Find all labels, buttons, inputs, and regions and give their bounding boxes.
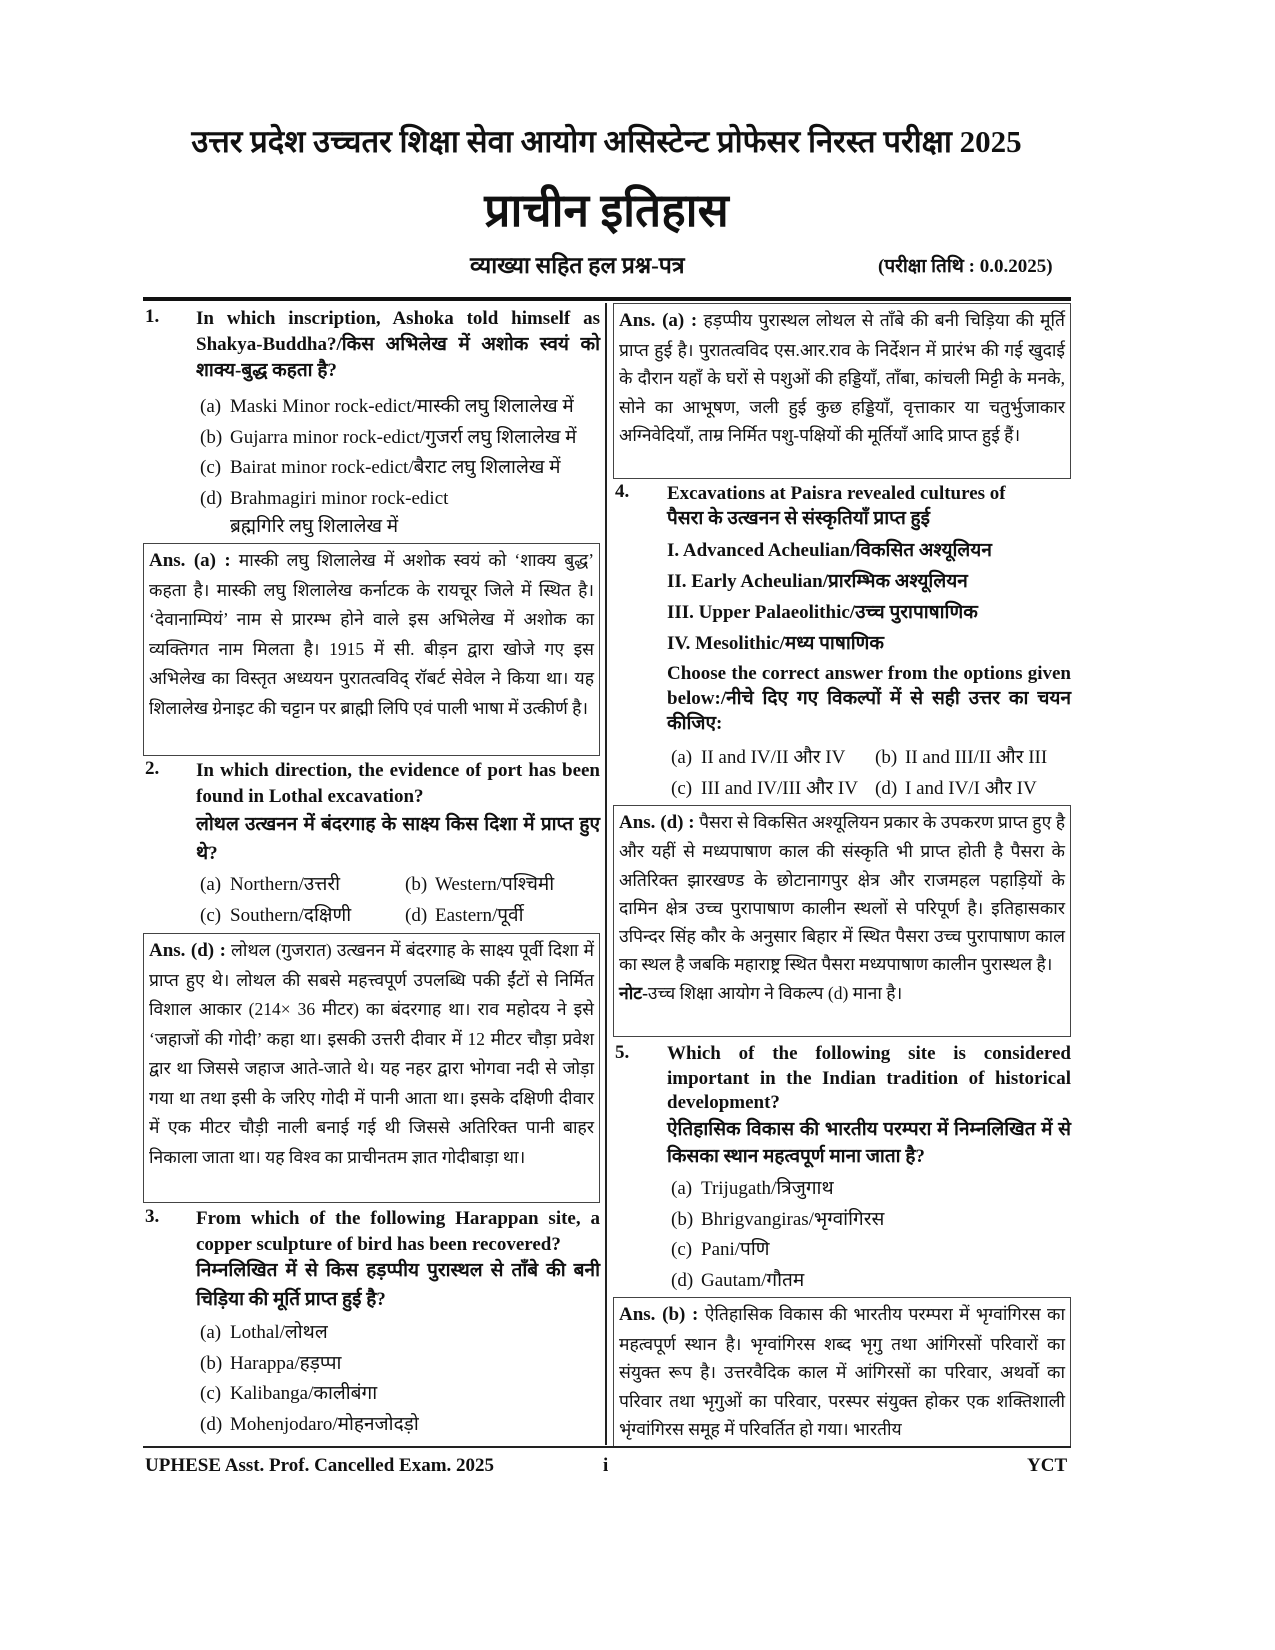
answer-text: लोथल (गुजरात) उत्खनन में बंदरगाह के साक्ष्य पूर्वी दिशा में प्राप्त हुए थे। लोथल की सबसे महत्त्वपूर्ण उपलब्धि पकी ईंटों से निर्मित विशाल आकार (214× 36 मीटर) का बंदरगाह था। राव महोदय ने इसे ‘जहाजों की गोदी’ कहा था। इसकी उत्तरी दीवार में 12 मीटर चौड़ा प्रवेश द्वार था जिससे जहाज आते-जाते थे। यह नहर द्वारा भोगवा नदी से जोड़ा गया था तथा इसी के जरिए गोदी में पानी आता था। इसके दक्षिणी दीवार में एक मीटर चौड़ी नाली बनाई गई थी जिससे अतिरिक्त पानी बाहर निकाला जाता था। यह विश्व का प्राचीनतम ज्ञात गोदीबाड़ा था। bbox=[149, 940, 595, 1167]
option: (c) Southern/दक्षिणी bbox=[200, 905, 352, 926]
answer-label: Ans. (a) : bbox=[149, 550, 231, 571]
answer-box bbox=[613, 303, 1071, 479]
options-list bbox=[671, 1174, 884, 1296]
answer-label: Ans. (a) : bbox=[619, 310, 698, 331]
option: (c) Bairat minor rock-edict/बैराट लघु शिलालेख में bbox=[200, 457, 561, 478]
question-text-hindi: ऐतिहासिक विकास की भारतीय परम्परा में निम्नलिखित में से किसका स्थान महत्वपूर्ण माना जाता है? bbox=[667, 1119, 1071, 1167]
statement: II. Early Acheulian/प्रारम्भिक अश्यूलियन bbox=[667, 571, 968, 592]
paper-subtitle: व्याख्या सहित हल प्रश्न-पत्र bbox=[470, 253, 685, 278]
option: (d) I and IV/I और IV bbox=[875, 778, 1037, 799]
note-label: नोट- bbox=[619, 982, 648, 1003]
column-divider bbox=[605, 303, 607, 1445]
option: (a) Maski Minor rock-edict/मास्की लघु शिलालेख में bbox=[200, 396, 574, 417]
answer-box bbox=[613, 805, 1071, 1037]
answer-box bbox=[143, 543, 600, 756]
option: (c) Pani/पणि bbox=[671, 1239, 770, 1260]
answer-label: Ans. (d) : bbox=[619, 812, 695, 833]
page-number: i bbox=[603, 1455, 609, 1476]
answer-box bbox=[613, 1297, 1071, 1447]
footer-publisher: YCT bbox=[1027, 1455, 1068, 1476]
subject-title: प्राचीन इतिहास bbox=[484, 185, 729, 236]
question-text-hindi: लोथल उत्खनन में बंदरगाह के साक्ष्य किस दिशा में प्राप्त हुए थे? bbox=[196, 814, 600, 864]
option: (b) II and III/II और III bbox=[875, 747, 1048, 768]
option: (d) Brahmagiri minor rock-edict bbox=[200, 487, 449, 509]
footer-divider bbox=[143, 1446, 1071, 1448]
option: (d) Eastern/पूर्वी bbox=[405, 905, 524, 926]
answer-box bbox=[143, 933, 600, 1203]
answer-label: Ans. (b) : bbox=[619, 1304, 699, 1325]
question-text-hindi: निम्नलिखित में से किस हड़प्पीय पुरास्थल से ताँबे की बनी चिड़िया की मूर्ति प्राप्त हुई है? bbox=[196, 1260, 600, 1310]
exam-title: उत्तर प्रदेश उच्चतर शिक्षा सेवा आयोग असिस्टेन्ट प्रोफेसर निरस्त परीक्षा 2025 bbox=[191, 124, 1022, 159]
option: (a) Lothal/लोथल bbox=[200, 1322, 328, 1343]
option: (a) II and IV/II और IV bbox=[671, 747, 846, 768]
option: (c) Kalibanga/कालीबंगा bbox=[200, 1383, 378, 1404]
option: (b) Western/पश्चिमी bbox=[405, 874, 555, 895]
question-text: In which inscription, Ashoka told himself as Shakya-Buddha?/किस अभिलेख में अशोक स्वयं को शाक्य-बुद्ध कहता है? bbox=[196, 308, 600, 381]
note-text: उच्च शिक्षा आयोग ने विकल्प (d) माना है। bbox=[647, 982, 903, 1003]
question-number: 4. bbox=[615, 481, 630, 502]
option: (d) Gautam/गौतम bbox=[671, 1269, 805, 1291]
option: (b) Harappa/हड़प्पा bbox=[200, 1352, 342, 1374]
option: (a) Northern/उत्तरी bbox=[200, 874, 341, 895]
answer-text: ऐतिहासिक विकास की भारतीय परम्परा में भृग्वांगिरस का महत्वपूर्ण स्थान है। भृग्वांगिरस शब्द भृगु तथा आंगिरसों परिवारों का संयुक्त रूप है। उत्तरवैदिक काल में आंगिरसों का परिवार, अथर्वो का परिवार तथा भृगुओं का परिवार, परस्पर संयुक्त होकर एक शक्तिशाली भृंग्वांगिरस समूह में परिवर्तित हो गया। भारतीय bbox=[619, 1304, 1066, 1439]
header-divider bbox=[143, 297, 1071, 301]
option-continuation: ब्रह्मगिरि लघु शिलालेख में bbox=[230, 516, 399, 537]
question-number: 3. bbox=[145, 1206, 160, 1227]
question-text: In which direction, the evidence of port has been found in Lothal excavation? bbox=[196, 760, 600, 807]
answer-text: पैसरा से विकसित अश्यूलियन प्रकार के उपकरण प्राप्त हुए है और यहीं से मध्यपाषाण काल की संस्कृति भी प्राप्त होती है पैसरा के अतिरिक्त झारखण्ड के छोटानागपुर क्षेत्र और राजमहल पहाड़ियों के दामिन क्षेत्र उच्च पुरापाषाण कालीन स्थलों से परिपूर्ण है। इतिहासकार उपिन्दर सिंह कौर के अनुसार बिहार में स्थित पैसरा उच्च पुरापाषाण काल का स्थल है जबकि महाराष्ट्र स्थित पैसरा मध्यपाषाण कालीन पुरास्थल है। bbox=[619, 812, 1066, 975]
option: (c) III and IV/III और IV bbox=[671, 778, 858, 799]
answer-text: हड़प्पीय पुरास्थल लोथल से ताँबे की बनी चिड़िया की मूर्ति प्राप्त हुई है। पुरातत्वविद एस.आर.राव के निर्देशन में प्रारंभ की गई खुदाई के दौरान यहाँ के घरों से पशुओं की हड्डियाँ, ताँबा, कांचली मिट्टी के मनके, सोने का आभूषण, जली हुई कुछ हड्डियाँ, वृत्ताकार या चतुर्भुजाकार अग्निवेदियाँ, ताम्र निर्मित पशु-पक्षियों की मूर्तियाँ आदि प्राप्त हुई हैं। bbox=[619, 310, 1065, 445]
question-text: Excavations at Paisra revealed cultures of bbox=[667, 483, 1006, 504]
note bbox=[619, 979, 1065, 1007]
exam-date: (परीक्षा तिथि : 0.0.2025) bbox=[878, 256, 1053, 277]
statement: III. Upper Palaeolithic/उच्च पुरापाषाणिक bbox=[667, 602, 978, 623]
question-number: 5. bbox=[615, 1042, 630, 1063]
question-text: From which of the following Harappan site, a copper sculpture of bird has been recovered? bbox=[196, 1208, 600, 1255]
question-number: 1. bbox=[145, 306, 160, 327]
answer-text: मास्की लघु शिलालेख में अशोक स्वयं को ‘शाक्य बुद्ध’ कहता है। मास्की लघु शिलालेख कर्नाटक के रायचूर जिले में स्थित है। ‘देवानाम्पियं’ नाम से प्रारम्भ होने वाले इस अभिलेख में अशोक का व्यक्तिगत नाम मिलता है। 1915 में सी. बीड़न द्वारा खोजे गए इस अभिलेख का विस्तृत अध्ययन पुरातत्वविद् रॉबर्ट सेवेल ने किया था। यह शिलालेख ग्रेनाइट की चट्टान पर ब्राह्मी लिपि एवं पाली भाषा में उत्कीर्ण है। bbox=[149, 550, 595, 718]
statement: IV. Mesolithic/मध्य पाषाणिक bbox=[667, 633, 885, 654]
option: (b) Bhrigvangiras/भृग्वांगिरस bbox=[671, 1208, 885, 1230]
options-list bbox=[200, 1318, 419, 1440]
option: (a) Trijugath/त्रिजुगाथ bbox=[671, 1178, 834, 1199]
answer-label: Ans. (d) : bbox=[149, 940, 226, 961]
question-text-hindi: पैसरा के उत्खनन से संस्कृतियाँ प्राप्त हुई bbox=[667, 508, 930, 529]
options-list bbox=[200, 392, 576, 540]
statement-list bbox=[667, 535, 1071, 659]
option: (d) Mohenjodaro/मोहनजोदड़ो bbox=[200, 1413, 419, 1435]
statement: I. Advanced Acheulian/विकसित अश्यूलियन bbox=[667, 540, 992, 561]
instruction-text: Choose the correct answer from the options given below:/नीचे दिए गए विकल्पों में से सही उत्तर का चयन कीजिए: bbox=[667, 663, 1071, 734]
option: (b) Gujarra minor rock-edict/गुजर्रा लघु शिलालेख में bbox=[200, 426, 577, 448]
question-text: Which of the following site is considered important in the Indian tradition of historical development? bbox=[667, 1043, 1071, 1113]
footer-exam-name: UPHESE Asst. Prof. Cancelled Exam. 2025 bbox=[145, 1455, 495, 1476]
question-number: 2. bbox=[145, 758, 160, 779]
